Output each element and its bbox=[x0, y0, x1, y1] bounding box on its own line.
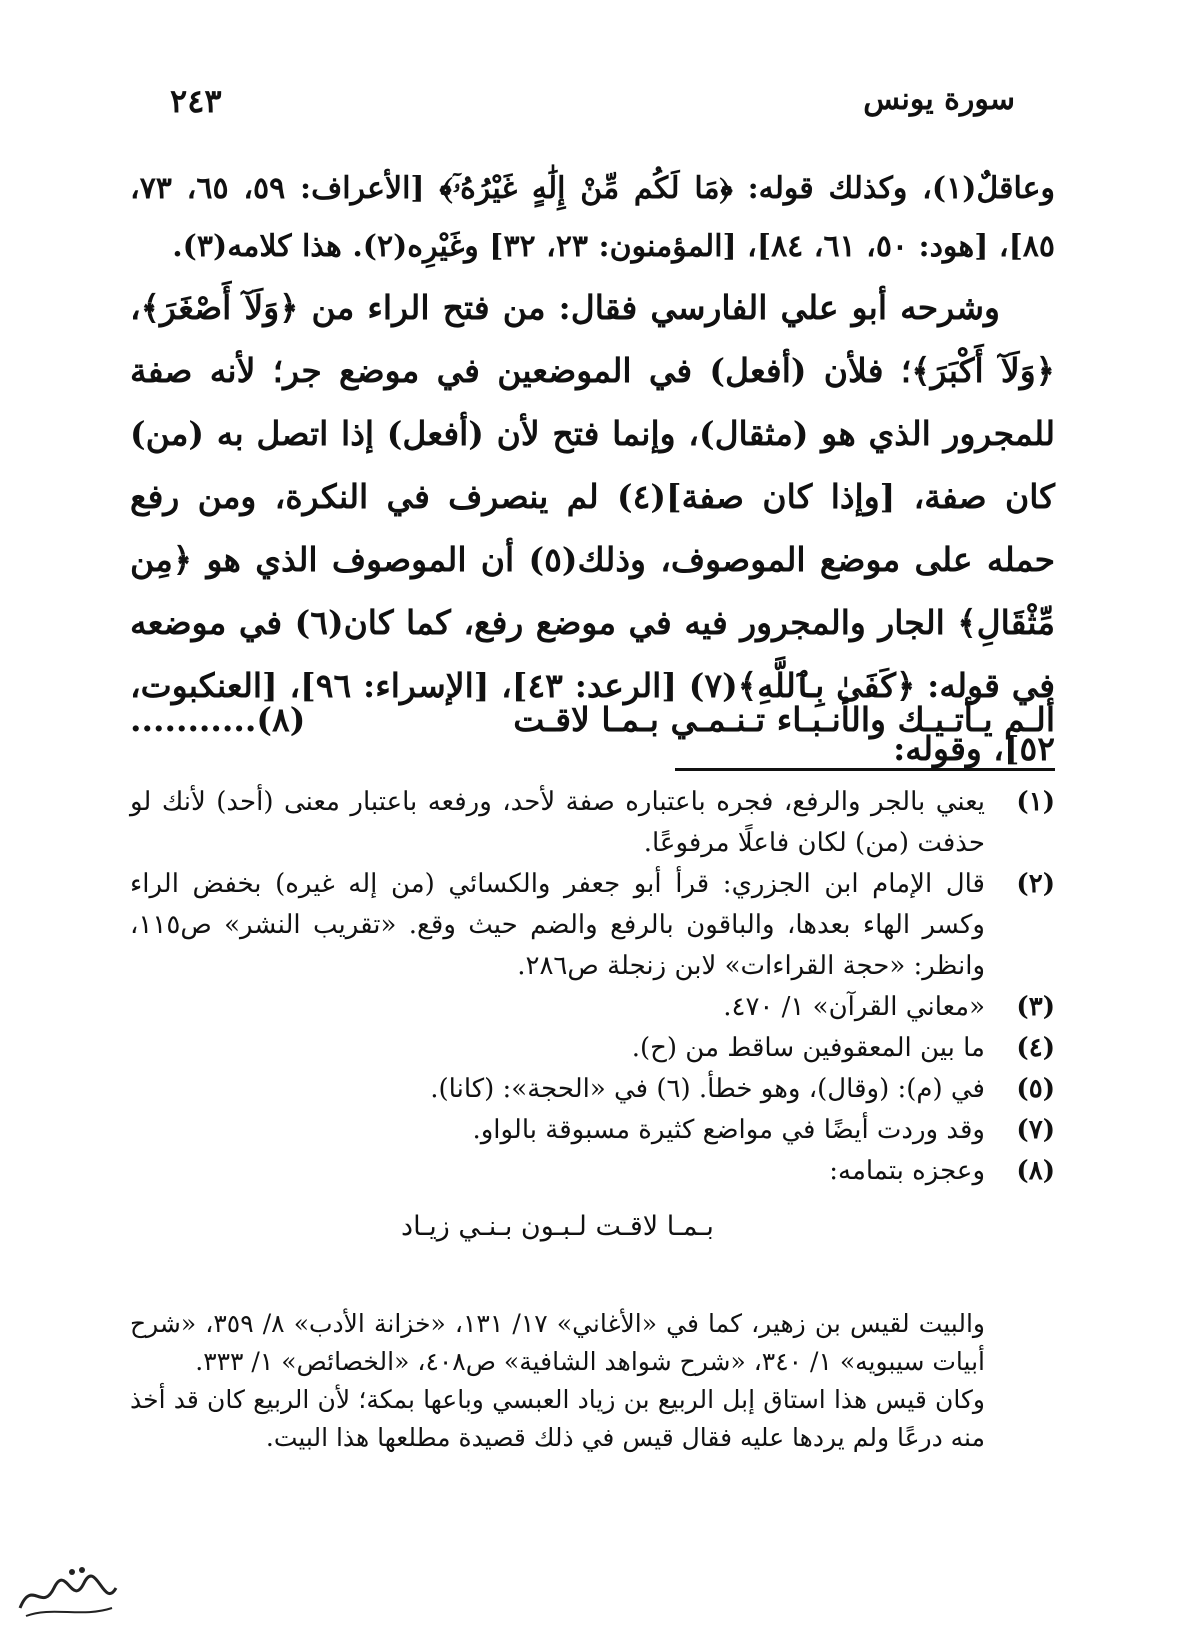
footnote-text: قال الإمام ابن الجزري: قرأ أبو جعفر والكسائي (من إله غيره) بخفض الراء وكسر الهاء بعدها، والباقون بالرفع والضم حيث وقع. «تقريب النشر» ص١١٥، وانظر: «حجة القراءات» لابن زنجلة ص٢٨٦. bbox=[130, 869, 985, 981]
paragraph-2: وشرحه أبو علي الفارسي فقال: من فتح الراء من ﴿وَلَآ أَصْغَرَ﴾، ﴿وَلَآ أَكْبَرَ﴾؛ فلأن (أفعل) في الموضعين في موضع جر؛ لأنه صفة للمجرور الذي هو (مثقال)، وإنما فتح لأن (أفعل) إذا اتصل به (من) كان صفة، [وإذا كان صفة](٤) لم ينصرف في النكرة، ومن رفع حمله على موضع الموصوف، وذلك(٥) أن الموصوف الذي هو ﴿مِن مِّثْقَالِ﴾ الجار والمجرور فيه في موضع رفع، كما كان(٦) في موضعه في قوله: ﴿كَفَىٰ بِٱللَّهِ﴾(٧) [الرعد: ٤٣]، [الإسراء: ٩٦]، [العنكبوت، ٥٢]، وقوله: bbox=[130, 288, 1056, 768]
footnote-text: وقد وردت أيضًا في مواضع كثيرة مسبوقة بالواو. bbox=[472, 1115, 985, 1145]
page-header bbox=[170, 82, 1015, 132]
footnote-1 bbox=[130, 782, 1055, 864]
footnote-8 bbox=[130, 1151, 1055, 1192]
footnote-number: (٣) bbox=[1016, 992, 1055, 1022]
footnote-separator bbox=[675, 768, 1055, 771]
footnotes bbox=[130, 782, 1055, 1251]
footnote-text: وعجزه بتمامه: bbox=[829, 1156, 985, 1186]
surah-title: سورة يونس bbox=[863, 82, 1015, 117]
footnote-2 bbox=[130, 864, 1055, 987]
footnote-verse: بـمـا لاقـت لـبـون بـنـي زيـاد bbox=[401, 1211, 714, 1242]
footnote-8-source: والبيت لقيس بن زهير، كما في «الأغاني» ١٧/ ١٣١، «خزانة الأدب» ٨/ ٣٥٩، «شرح أبيات سيبويه» ١/ ٣٤٠، «شرح شواهد الشافية» ص٤٠٨، «الخصائص» ١/ ٣٣٣. bbox=[130, 1309, 985, 1376]
footnote-text: يعني بالجر والرفع، فجره باعتباره صفة لأحد، ورفعه باعتبار معنى (أحد) لأنك لو حذفت (من) لكان فاعلًا مرفوعًا. bbox=[130, 787, 985, 858]
footnote-number: (٧) bbox=[1016, 1115, 1055, 1145]
footnote-number: (٢) bbox=[1016, 869, 1055, 899]
footnote-4 bbox=[130, 1028, 1055, 1069]
footnote-5-6 bbox=[130, 1069, 1055, 1110]
publisher-logo bbox=[12, 1558, 122, 1628]
paragraph-1: وعاقلٌ(١)، وكذلك قوله: ﴿مَا لَكُم مِّنْ إِلَٰهٍ غَيْرُهُۥٓ﴾ [الأعراف: ٥٩، ٦٥، ٧٣، ٨٥]، [هود: ٥٠، ٦١، ٨٤]، [المؤمنون: ٢٣، ٣٢] وغَيْرِه(٢). هذا كلامه(٣). bbox=[130, 171, 1055, 264]
footnote-8-story: وكان قيس هذا استاق إبل الربيع بن زياد العبسي وباعها بمكة؛ لأن الربيع كان قد أخذ منه درعًا ولم يردها عليه فقال قيس في ذلك قصيدة مطلعها هذا البيت. bbox=[130, 1385, 985, 1452]
verse-text: ألـم يـأتـيـك والأنـبـاء تـنـمـي بـمـا لاقـت bbox=[513, 700, 1055, 739]
footnote-8-continued bbox=[130, 1305, 1055, 1457]
verse-ellipsis: (٨)........... bbox=[130, 700, 306, 739]
footnote-number: (١) bbox=[1016, 787, 1055, 817]
poetry-verse bbox=[130, 700, 1055, 750]
footnote-number: (٥) bbox=[1016, 1074, 1055, 1104]
footnote-6-text: (٦) في «الحجة»: (كانا). bbox=[430, 1074, 691, 1104]
footnote-pair bbox=[130, 1069, 985, 1110]
footnote-number: (٤) bbox=[1016, 1033, 1055, 1063]
footnote-text: ما بين المعقوفين ساقط من (ح). bbox=[631, 1033, 985, 1063]
footnote-7 bbox=[130, 1110, 1055, 1151]
main-text bbox=[130, 160, 1055, 780]
footnote-3 bbox=[130, 987, 1055, 1028]
footnote-5-text: في (م): (وقال)، وهو خطأ. bbox=[698, 1074, 985, 1104]
page-number: ٢٤٣ bbox=[170, 82, 222, 120]
footnote-number: (٨) bbox=[1016, 1156, 1055, 1186]
footnote-text: «معاني القرآن» ١/ ٤٧٠. bbox=[723, 992, 985, 1022]
